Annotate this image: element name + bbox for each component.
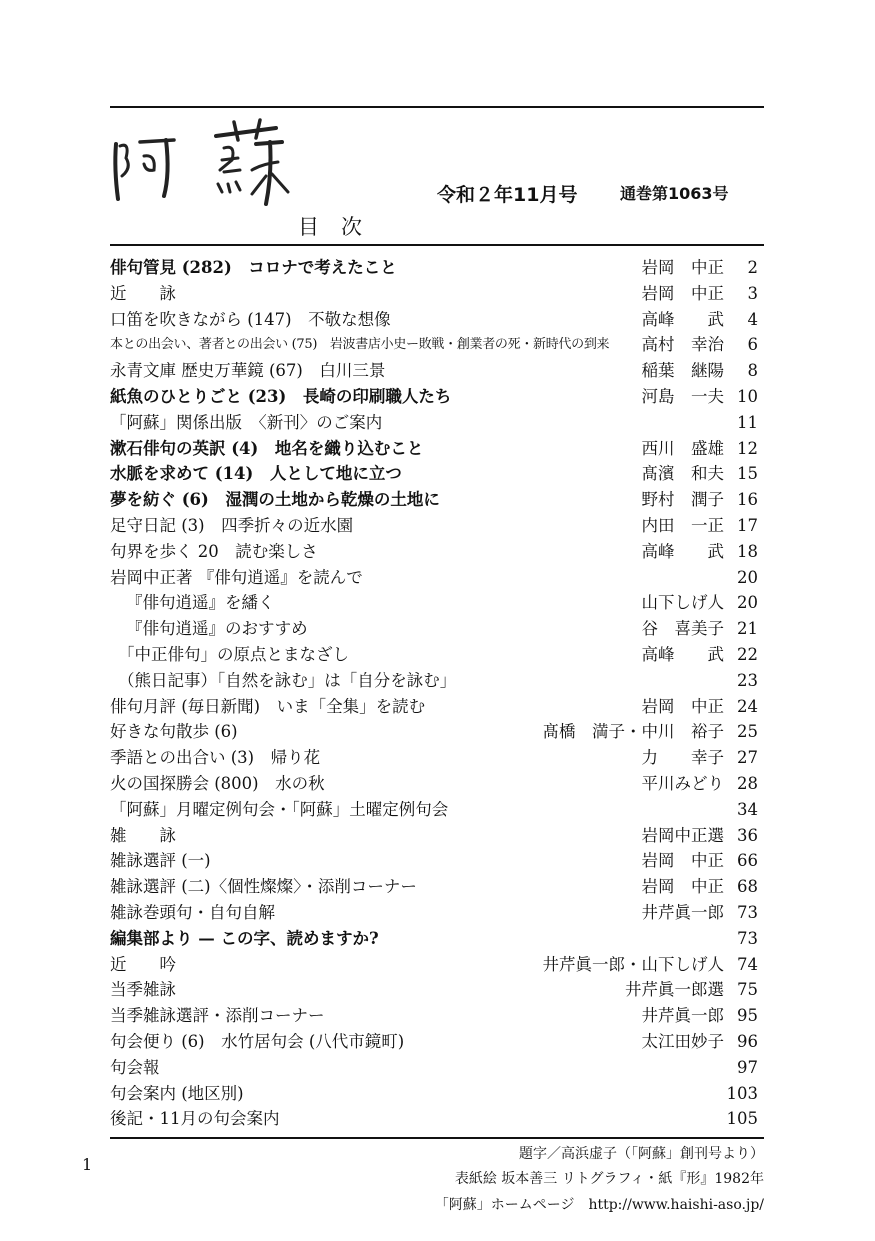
toc-entry [110,668,764,694]
toc-entry [110,1003,764,1029]
toc-entry-author: 野村 潤子 [641,490,724,510]
toc-entry-author: 谷 喜美子 [641,619,724,639]
toc-entry-page: 36 [737,825,758,845]
toc-entry-page: 2 [747,258,758,277]
toc-entry-title: 句会報 [110,1057,160,1077]
toc-entry [110,926,764,952]
toc-entry-author: 河島 一夫 [641,386,724,406]
toc-entry-page: 10 [737,386,758,406]
toc-entry-title: 雑詠選評 (二)〈個性燦燦〉・添削コーナー [110,877,417,897]
toc-entry-title: 『俳句逍遥』を繙く [126,593,275,613]
toc-entry [110,823,764,849]
toc-entry [110,642,764,668]
toc-entry-title: 後記・11月の句会案内 [110,1109,280,1129]
toc-entry-title: 紙魚のひとりごと (23) 長崎の印刷職人たち [110,386,452,406]
toc-entry [110,461,764,487]
toc-entry-title: 好きな句散歩 (6) [110,722,238,742]
toc-entry-author: 髙濱 和夫 [641,464,724,484]
toc-entry-author: 力 幸子 [641,748,724,768]
toc-entry-page: 28 [737,773,758,793]
toc-entry-page: 23 [737,670,758,690]
toc-entry-page: 16 [737,490,758,510]
toc-entry-page: 24 [737,696,758,716]
toc-entry [110,874,764,900]
toc-entry-title: 夢を紡ぐ (6) 湿潤の土地から乾燥の土地に [110,490,440,510]
toc-entry [110,797,764,823]
toc-entry [110,1081,764,1107]
calligraphy-logo [106,114,306,214]
toc-entry-title: 水脈を求めて (14) 人として地に立つ [110,464,402,484]
toc-entry-author: 太江田妙子 [641,1031,724,1051]
toc-entry-title: 本との出会い、著者との出会い (75) 岩波書店小史ー敗戦・創業者の死・新時代の到来 [110,337,610,353]
toc-entry-title: 「阿蘇」月曜定例句会・「阿蘇」土曜定例句会 [110,799,449,819]
homepage-link[interactable]: 「阿蘇」ホームページ http://www.haishi-aso.jp/ [434,1197,764,1213]
toc-entry [110,281,764,307]
toc-entry-author: 岩岡 中正 [641,851,724,871]
toc-entry-page: 105 [726,1109,758,1129]
toc-entry [110,1029,764,1055]
toc-entry-title: 句会便り (6) 水竹居句会 (八代市鏡町) [110,1031,405,1051]
toc-entry-page: 74 [737,954,758,974]
toc-entry-title: 口笛を吹きながら (147) 不敬な想像 [110,309,391,329]
toc-entry-page: 11 [737,412,758,432]
toc-entry-page: 20 [737,567,758,587]
toc-entry-title: 雑詠巻頭句・自句自解 [110,902,275,922]
toc-entry-page: 34 [737,799,758,819]
toc-entry [110,384,764,410]
toc-entry-title: 雑詠選評 (一) [110,851,211,871]
toc-entry [110,332,764,358]
toc-entry-title: 当季雑詠 [110,980,176,1000]
toc-entry [110,487,764,513]
toc-entry [110,565,764,591]
toc-entry-page: 6 [747,335,758,355]
toc-entry-author: 平川みどり [641,773,724,793]
toc-entry [110,255,764,281]
toc-entry-author: 岩岡 中正 [641,258,724,277]
toc-entry [110,977,764,1003]
toc-entry-title: 永青文庫 歴史万華鏡 (67) 白川三景 [110,361,386,381]
toc-entry-author: 高峰 武 [641,309,724,329]
toc-entry-page: 75 [737,980,758,1000]
toc-entry-title: 岩岡中正著 『俳句逍遥』を読んで [110,567,363,587]
cover-credit: 表紙絵 坂本善三 リトグラフィ・紙『形』1982年 [454,1171,764,1187]
toc-entry-title: 近 吟 [110,954,176,974]
toc-entry-page: 3 [747,283,758,303]
issue-date: 令和２年11月号 [437,184,578,206]
toc-entry [110,307,764,333]
toc-entry-author: 井芹眞一郎選 [625,980,724,1000]
toc-entry [110,900,764,926]
toc-entry-author: 岩岡中正選 [641,825,724,845]
toc-entry-page: 97 [737,1057,758,1077]
toc-entry-page: 27 [737,748,758,768]
toc-entry [110,694,764,720]
calligraphy-logo-art [106,114,306,214]
toc-entry [110,410,764,436]
toc-entry-page: 21 [737,619,758,639]
calligraphy-credit: 題字／高浜虚子（「阿蘇」創刊号より） [519,1146,764,1162]
toc-entry [110,436,764,462]
toc-entry-title: 俳句月評 (毎日新聞) いま「全集」を読む [110,696,426,716]
toc-entry-title: 句会案内 (地区別) [110,1083,244,1103]
toc-entry-page: 96 [737,1031,758,1051]
toc-entry-title: 「阿蘇」関係出版 〈新刊〉のご案内 [110,412,383,432]
toc-entry-author: 髙橋 満子・中川 裕子 [542,722,724,742]
toc-entry-author: 岩岡 中正 [641,283,724,303]
toc-entry-author: 高峰 武 [641,644,724,664]
toc-entry-page: 8 [747,361,758,381]
toc-entry-author: 稲葉 継陽 [641,361,724,381]
toc-entry-title: 句界を歩く 20 読む楽しさ [110,541,318,561]
toc-entry-author: 内田 一正 [641,515,724,535]
toc-entry-page: 18 [737,541,758,561]
top-rule [110,106,764,108]
toc-entry [110,1106,764,1132]
header-rule [110,244,764,246]
toc-entry-page: 15 [737,464,758,484]
toc-entry-author: 山下しげ人 [641,593,724,613]
toc-entry-page: 95 [737,1006,758,1026]
toc-entry-page: 66 [737,851,758,871]
toc-entry [110,745,764,771]
toc-entry-author: 井芹眞一郎・山下しげ人 [542,954,724,974]
toc-entry-title: 雑 詠 [110,825,176,845]
issue-number: 通巻第1063号 [620,184,729,203]
toc-entry-title: 「中正俳句」の原点とまなざし [118,644,349,664]
toc-entry-title: 漱石俳句の英訳 (4) 地名を織り込むこと [110,438,424,458]
toc-entry-title: 火の国探勝会 (800) 水の秋 [110,773,325,793]
toc-entry-page: 12 [737,438,758,458]
toc-entry [110,616,764,642]
toc-entry [110,539,764,565]
toc-entry [110,952,764,978]
toc-entry-author: 岩岡 中正 [641,696,724,716]
toc-entry-title: 『俳句逍遥』のおすすめ [126,619,308,639]
toc-entry-title: 季語との出合い (3) 帰り花 [110,748,321,768]
bottom-rule [110,1137,764,1139]
toc-entry-page: 103 [726,1083,758,1103]
toc-entry-page: 22 [737,644,758,664]
toc-entry-page: 4 [747,309,758,329]
toc-entry-author: 井芹眞一郎 [641,902,724,922]
toc-entry [110,513,764,539]
toc-entry [110,358,764,384]
toc-entry-author: 井芹眞一郎 [641,1006,724,1026]
toc-entry-page: 73 [737,902,758,922]
toc-entry [110,771,764,797]
toc-entry-page: 68 [737,877,758,897]
toc-heading: 目次 [298,215,384,239]
toc-entry-author: 西川 盛雄 [641,438,724,458]
toc-entry-author: 高峰 武 [641,541,724,561]
toc-entry-title: 近 詠 [110,283,176,303]
toc-entry-page: 20 [737,593,758,613]
page-number: 1 [82,1155,93,1174]
toc-entry-title: 編集部より — この字、読めますか? [110,928,379,948]
toc-entry [110,1055,764,1081]
toc-entry [110,848,764,874]
toc-entry-title: （熊日記事）「自然を詠む」は「自分を詠む」 [118,670,457,690]
toc-entry-author: 高村 幸治 [641,335,724,355]
toc-entry-page: 17 [737,515,758,535]
toc-entry-author: 岩岡 中正 [641,877,724,897]
toc-entry-title: 足守日記 (3) 四季折々の近水園 [110,515,354,535]
toc-entry [110,590,764,616]
toc-entry-page: 73 [737,928,758,948]
toc-entry-title: 俳句管見 (282) コロナで考えたこと [110,258,397,277]
toc-entry [110,719,764,745]
toc-entry-page: 25 [737,722,758,742]
table-of-contents [110,255,764,1132]
toc-entry-title: 当季雑詠選評・添削コーナー [110,1006,325,1026]
